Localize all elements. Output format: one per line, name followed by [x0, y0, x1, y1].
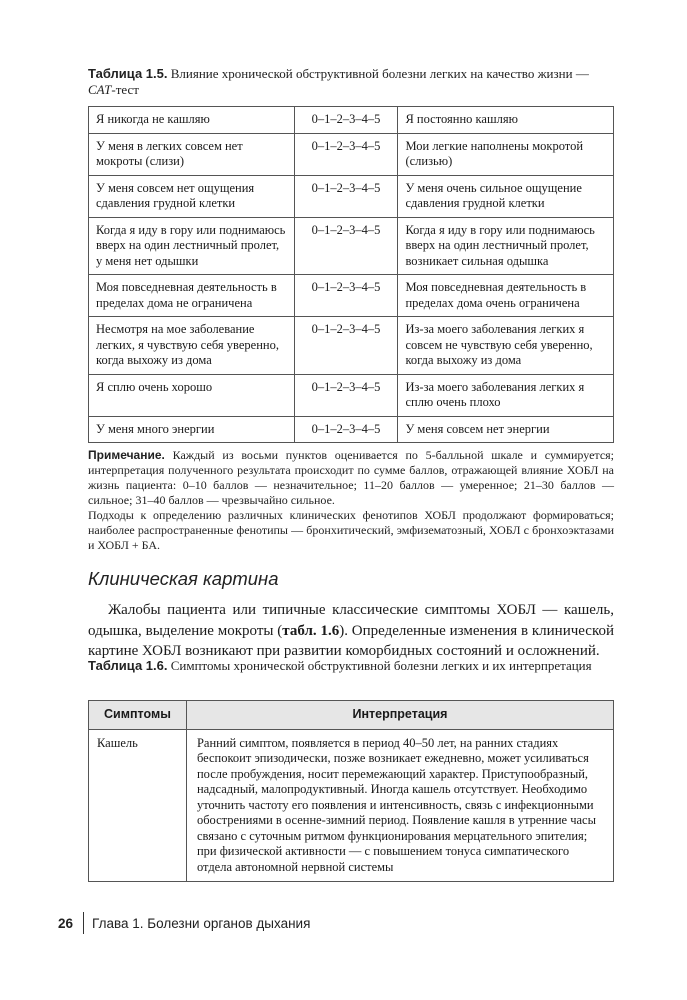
table-row [89, 374, 614, 416]
cell-left: Я никогда не кашляю [89, 107, 295, 134]
section-title: Клиническая картина [88, 568, 279, 589]
cell-symptom: Кашель [89, 729, 187, 882]
cell-left: Я сплю очень хорошо [89, 374, 295, 416]
cell-right: Я постоянно кашляю [398, 107, 614, 134]
table-1-6-caption [88, 658, 614, 674]
cell-right: У меня совсем нет энергии [398, 416, 614, 443]
cell-scale: 0–1–2–3–4–5 [294, 217, 398, 275]
table-row [89, 107, 614, 134]
section-paragraph [88, 600, 614, 662]
table-header-row [89, 701, 614, 730]
cell-left: У меня совсем нет ощущения сдавления грудной клетки [89, 175, 295, 217]
cell-left: Моя повседневная деятельность в пределах дома не ограничена [89, 275, 295, 317]
cell-scale: 0–1–2–3–4–5 [294, 374, 398, 416]
table-note [88, 448, 614, 553]
cell-right: Когда я иду в гору или поднимаюсь вверх на один лестничный пролет, возникает сильная одышка [398, 217, 614, 275]
cell-scale: 0–1–2–3–4–5 [294, 175, 398, 217]
paragraph-text: Жалобы пациента или типичные классические симптомы ХОБЛ — кашель, одышка, выделение мокроты ( [88, 602, 614, 639]
cat-test-table [88, 106, 614, 443]
table-1-5-title-suffix: -тест [111, 82, 139, 97]
cell-left: У меня много энергии [89, 416, 295, 443]
table-row [89, 275, 614, 317]
table-row [89, 416, 614, 443]
note-label: Примечание. [88, 448, 165, 462]
cell-scale: 0–1–2–3–4–5 [294, 275, 398, 317]
paragraph-text-end: ). Определенные изменения в клинической картине ХОБЛ возникают при развитии коморбидных состояний и осложнений. [88, 622, 615, 659]
table-row [89, 175, 614, 217]
header-interpretation: Интерпретация [186, 701, 613, 730]
table-1-6-title: Симптомы хронической обструктивной болезни легких и их интерпретация [167, 658, 592, 673]
footer-divider [83, 912, 84, 934]
cell-left: У меня в легких совсем нет мокроты (слизи) [89, 133, 295, 175]
cell-right: Мои легкие наполнены мокротой (слизью) [398, 133, 614, 175]
cell-left: Когда я иду в гору или поднимаюсь вверх на один лестничный пролет, у меня нет одышки [89, 217, 295, 275]
page-footer [58, 913, 310, 933]
header-symptoms: Симптомы [89, 701, 187, 730]
table-1-6-label: Таблица 1.6. [88, 658, 168, 673]
cell-right: У меня очень сильное ощущение сдавления грудной клетки [398, 175, 614, 217]
table-row [89, 217, 614, 275]
table-row [89, 317, 614, 375]
table-row [89, 729, 614, 882]
symptoms-table [88, 700, 614, 882]
cell-scale: 0–1–2–3–4–5 [294, 317, 398, 375]
cell-scale: 0–1–2–3–4–5 [294, 416, 398, 443]
note-text-phenotypes: Подходы к определению различных клинических фенотипов ХОБЛ продолжают формироваться; наиболее распространенные фенотипы — бронхитический, эмфизематозный, ХОБЛ с бронхоэктазами и ХОБЛ + БА. [88, 508, 614, 552]
cell-left: Несмотря на мое заболевание легких, я чувствую себя уверенно, когда выхожу из дома [89, 317, 295, 375]
cell-interpretation: Ранний симптом, появляется в период 40–50 лет, на ранних стадиях беспокоит эпизодически, позже возникает ежедневно, может усиливаться после пробуждения, носит перемежающий характер. Приступообразный, надсадный, малопродуктивный. Иногда кашель отсутствует. Необходимо уточнить частоту его появления и интенсивность, связь с инфекционными обострениями в осенне-зимний период. Появление кашля в утренние часы связано с суточным ритмом функционирования мерцательного эпителия; при физической активности — с повышением тонуса симпатического отдела автономной нервной системы [186, 729, 613, 882]
cell-right: Из-за моего заболевания легких я совсем не чувствую себя уверенно, когда выхожу из дома [398, 317, 614, 375]
table-1-5-label: Таблица 1.5. [88, 66, 168, 81]
chapter-title: Глава 1. Болезни органов дыхания [92, 915, 311, 931]
table-row [89, 133, 614, 175]
note-text: Каждый из восьми пунктов оценивается по 5-балльной шкале и суммируется; интерпретация полученного результата происходит по сумме баллов, отражающей влияние ХОБЛ на жизнь пациента: 0–10 баллов — незначительное; 11–20 баллов — умеренное; 21–30 баллов — сильное; 31–40 баллов — чрезвычайно сильное. [88, 448, 614, 507]
table-1-5-title-cat: CAT [88, 82, 112, 97]
cell-scale: 0–1–2–3–4–5 [294, 107, 398, 134]
table-reference: табл. 1.6 [282, 622, 340, 639]
cell-right: Из-за моего заболевания легких я сплю очень плохо [398, 374, 614, 416]
cell-right: Моя повседневная деятельность в пределах дома очень ограничена [398, 275, 614, 317]
page-number: 26 [58, 915, 74, 931]
table-1-5-caption [88, 66, 614, 98]
cell-scale: 0–1–2–3–4–5 [294, 133, 398, 175]
table-1-5-title: Влияние хронической обструктивной болезни легких на качество жизни — [167, 66, 589, 81]
